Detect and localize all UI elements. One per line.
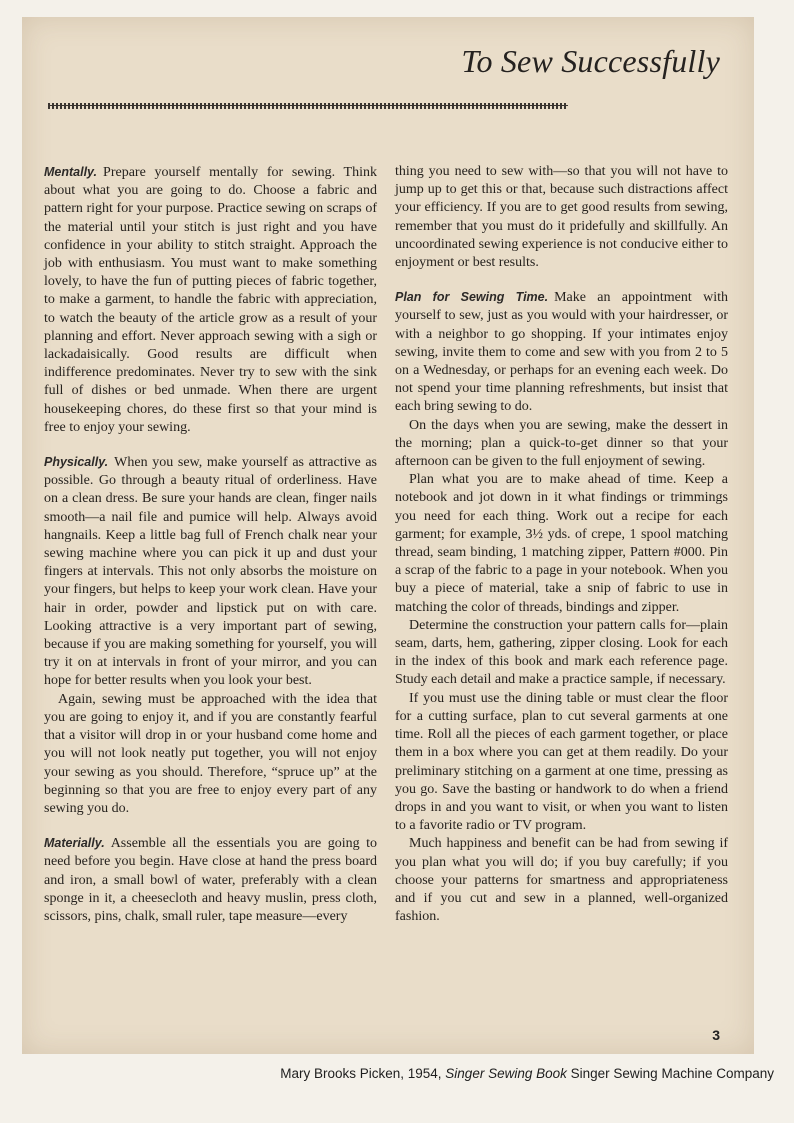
run-in-heading-plan: Plan for Sewing Time.: [395, 290, 549, 305]
paragraph-text: Make an appointment with yourself to sew, just as you would with your hairdresser, or with a neighbor to go shopping. If your intimates enjoy sewing, invite them to come and sew with you from 2 to 5 on a Wednesday, or perhaps for an evening each week. Do not spend your time planning refreshments, but insist that each bring sewing to do.: [395, 290, 728, 415]
caption-publisher: Singer Sewing Machine Company: [570, 1066, 774, 1081]
page-number: 3: [712, 1027, 720, 1043]
source-caption: [280, 1066, 774, 1081]
paragraph-cutting-surface: If you must use the dining table or must clear the floor for a cutting surface, plan to cut several garments at one time. Roll all the pieces of each garment together, or place them in a box where you can get at them readily. Do your preliminary stitching on a garment at one time, pressing as you go. Save the basting or handwork to do when a friend drops in and you want to visit, or when you want to listen to a favorite radio or TV program.: [395, 690, 728, 834]
paragraph-plan-for-sewing-time: [395, 288, 728, 416]
paragraph-construction: Determine the construction your pattern calls for—plain seam, darts, hem, gathering, zipper closing. Look for each in the index of this book and mark each reference page. Study each detail and make a practice sample, if necessary.: [395, 617, 728, 688]
paragraph-text: Assemble all the essentials you are going to need before you begin. Have close at hand the press board and iron, a small bowl of water, preferably with a clean sponge in it, a cheesecloth and heavy muslin, press cloth, scissors, pins, chalk, small ruler, tape measure—every: [44, 836, 377, 924]
paragraph-text: When you sew, make yourself as attractive as possible. Go through a beauty ritual of orderliness. Have on a clean dress. Be sure your hands are clean, finger nails smooth—a nail file and pumice will help. Always avoid hangnails. Keep a little bag full of French chalk near your sewing machine where you can pick it up and dust your fingers at intervals. This not only absorbs the moisture on your fingers, but helps to keep your work clean. Have your hair in order, powder and lipstick put on with care. Looking attractive is a very important part of sewing, because if you are making something for yourself, you will try it on at intervals in front of your mirror, and you can hope for better results when you look your best.: [44, 455, 377, 689]
paragraph-continued: thing you need to sew with—so that you will not have to jump up to get this or that, because such distractions affect your efficiency. If you are to get good results from sewing, remember that you must do it pridefully and skillfully. An uncoordinated sewing experience is not conducive either to enjoyment or best results.: [395, 164, 728, 271]
paragraph-notebook: Plan what you are to make ahead of time. Keep a notebook and jot down in it what findings or trimmings you need for each thing. Work out a recipe for each garment; for example, 3½ yds. of crepe, 1 spool matching thread, seam binding, 1 matching zipper, Pattern #000. Pin a scrap of the fabric to a page in your notebook. When you buy a piece of material, take a snip of fabric to use in matching the color of threads, bindings and zipper.: [395, 472, 728, 615]
paragraph-physically: [44, 453, 377, 691]
page-heading: To Sew Successfully: [461, 43, 720, 79]
run-in-heading-mentally: Mentally.: [44, 165, 98, 179]
left-column: [44, 163, 377, 926]
caption-author: Mary Brooks Picken, 1954,: [280, 1066, 442, 1081]
paragraph-happiness: Much happiness and benefit can be had from sewing if you plan what you will do; if you buy carefully; if you choose your patterns for smartness and appropriateness and if you cut and sew in a planned, well-organized fashion.: [395, 836, 728, 925]
paragraph-again: Again, sewing must be approached with the idea that you are going to enjoy it, and if you are constantly fearful that a visitor will drop in or your husband come home and you will not look neatly put together, you will not enjoy your sewing as you should. Therefore, “spruce up” at the beginning so that you are free to enjoy every part of any sewing you do.: [44, 691, 377, 816]
paragraph-mentally: [44, 163, 377, 437]
paragraph-materially: [44, 834, 377, 926]
right-column: [395, 163, 728, 926]
scanned-book-page: [22, 17, 754, 1054]
paragraph-text: Prepare yourself mentally for sewing. Think about what you are going to do. Choose a fabric and pattern right for your purpose. Practice sewing on scraps of the material until your stitch is just right and you have confidence in your ability to stitch straight. Approach the job with enthusiasm. You must want to make something lovely, to have the fun of putting pieces of fabric together, to make a garment, to handle the fabric with appreciation, to watch the beauty of the article grow as a result of your planning and effort. Never approach sewing with a sigh or lackadaisically. Good results are difficult when indifference predominates. Never try to sew with the sink full of dishes or bed unmade. When there are urgent housekeeping chores, do these first so that your mind is free to enjoy your sewing.: [44, 165, 377, 435]
paragraph-dessert: On the days when you are sewing, make the dessert in the morning; plan a quick-to-get dinner so that your afternoon can be given to the full enjoyment of sewing.: [395, 417, 728, 470]
run-in-heading-physically: Physically.: [44, 455, 109, 470]
run-in-heading-materially: Materially.: [44, 836, 105, 851]
decorative-rule: [48, 103, 568, 109]
caption-book-title: Singer Sewing Book: [445, 1066, 567, 1081]
